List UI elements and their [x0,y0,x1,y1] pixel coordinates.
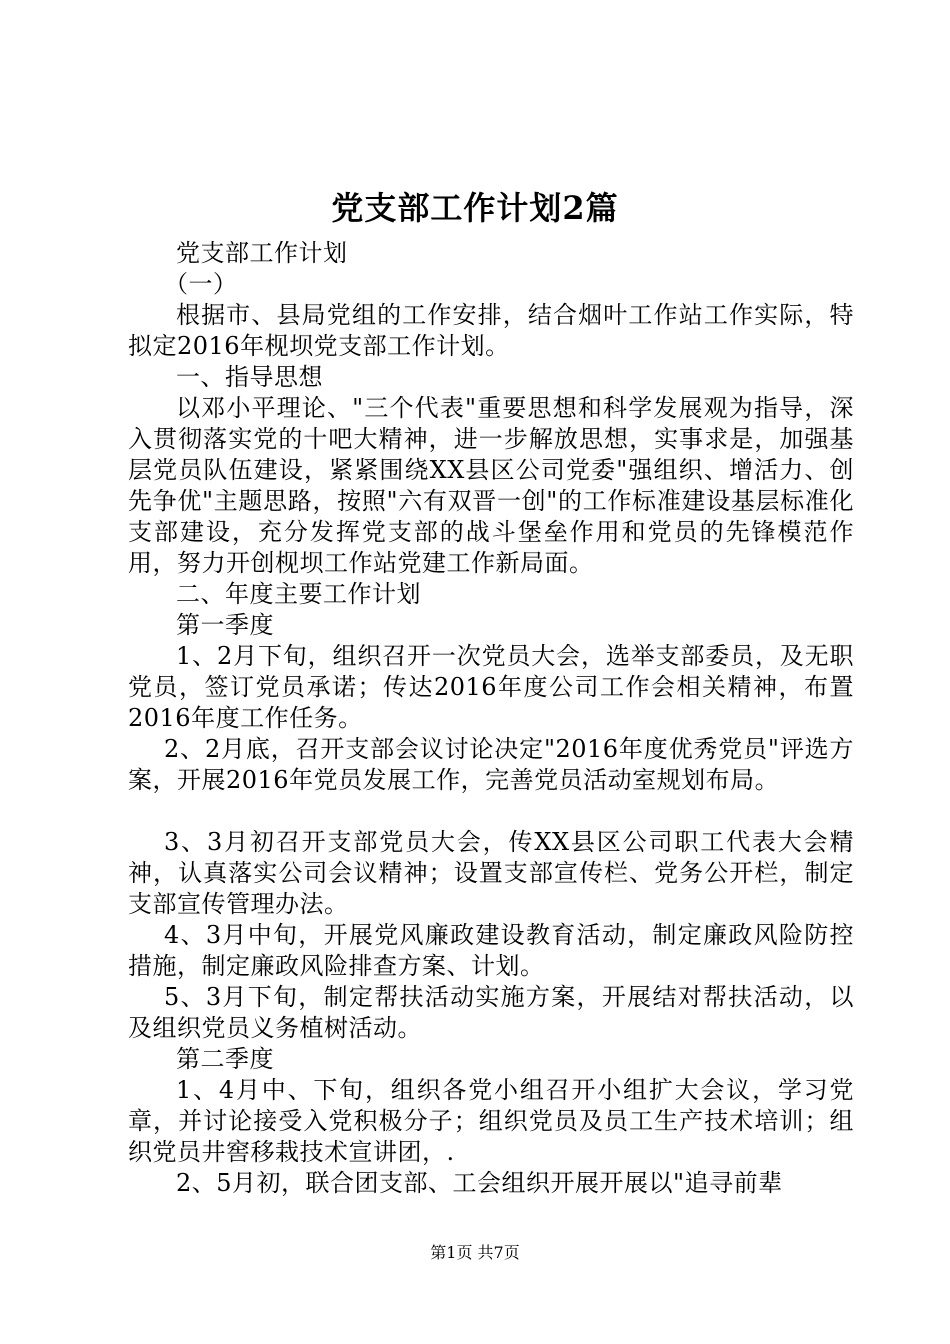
quarter-heading: 第二季度 [176,1045,274,1073]
list-item: 2、2月底，召开支部会议讨论决定"2016年度优秀党员"评选方案，开展2016年党员发展工作，完善党员活动室规划布局。 [128,735,854,794]
list-item: 5、3月下旬，制定帮扶活动实施方案，开展结对帮扶活动，以及组织党员义务植树活动。 [128,983,854,1042]
section-number: （一） [164,270,238,298]
section-heading: 党支部工作计划 [176,239,348,267]
body-paragraph: 根据市、县局党组的工作安排，结合烟叶工作站工作实际，特拟定2016年枧坝党支部工作计划。 [128,301,854,360]
document-title: 党支部工作计划2篇 [331,189,619,227]
quarter-heading: 第一季度 [176,611,274,639]
section-heading: 一、指导思想 [176,363,323,391]
list-item: 1、4月中、下旬，组织各党小组召开小组扩大会议，学习党章，并讨论接受入党积极分子；组织党员及员工生产技术培训；组织党员井窖移栽技术宣讲团，. [128,1076,854,1166]
page-number: 第1页 共7页 [430,1243,520,1262]
list-item: 4、3月中旬，开展党风廉政建设教育活动，制定廉政风险防控措施，制定廉政风险排查方案、计划。 [128,921,854,980]
list-item: 3、3月初召开支部党员大会，传XX县区公司职工代表大会精神，认真落实公司会议精神；设置支部宣传栏、党务公开栏，制定支部宣传管理办法。 [128,828,854,918]
list-item: 1、2月下旬，组织召开一次党员大会，选举支部委员，及无职党员，签订党员承诺；传达2016年度公司工作会相关精神，布置2016年度工作任务。 [128,642,854,732]
body-paragraph: 以邓小平理论、"三个代表"重要思想和科学发展观为指导，深入贯彻落实党的十吧大精神，进一步解放思想，实事求是，加强基层党员队伍建设，紧紧围绕XX县区公司党委"强组织、增活力、创先争优"主题思路，按照"六有双晋一创"的工作标准建设基层标准化支部建设，充分发挥党支部的战斗堡垒作用和党员的先锋模范作用，努力开创枧坝工作站党建工作新局面。 [128,394,854,577]
document-body [128,238,854,1199]
section-heading: 二、年度主要工作计划 [176,580,421,608]
list-item: 2、5月初，联合团支部、工会组织开展开展以"追寻前辈 [176,1169,783,1197]
